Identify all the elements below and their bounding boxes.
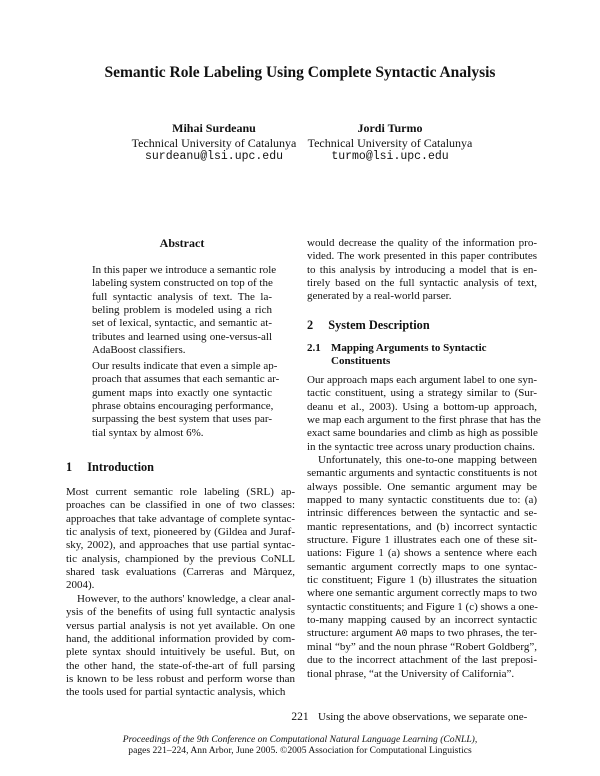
subsection-title-line-1: Mapping Arguments to Syntactic [331,342,487,354]
text-line: in the syntactic tree across unary production chains. [307,440,535,453]
abstract-paragraph-1 [92,264,277,357]
text-line: due to the incorrect attachment of the last preposi- [307,654,537,667]
author-email: turmo@lsi.upc.edu [331,150,449,163]
system-paragraph-2 [307,454,537,681]
text-line: beling problem is modeled using a rich [92,304,272,317]
section-heading-introduction [66,460,154,475]
author-affiliation: Technical University of Catalunya [307,135,473,150]
text-line: syntactic constituents; and Figure 1 (c) shows a one- [307,600,538,613]
text-line: phrase obtains encouraging performance, [92,400,274,413]
intro-paragraph-2-continued [307,237,537,304]
paper-title: Semantic Role Labeling Using Complete Syntactic Analysis [104,64,496,81]
text-line: is known to be less robust and perform worse than [66,673,295,686]
text-line: tial syntax by almost 6%. [92,426,204,439]
text-line: tional phrase, “at the University of California”. [307,667,515,680]
section-heading-system-description [307,318,430,333]
text-line: tic constituent; Figure 1 (b) illustrates the situation [307,574,537,587]
text-line: structure. Figure 1 illustrates each one of these sit- [307,534,537,547]
text-line: to this analysis by introducing a model that is en- [307,263,537,276]
text-line: deanu et al., 2003). Using a bottom-up approach, [307,400,537,413]
text-line: surpassing the best system that uses par- [92,413,272,426]
text-line: labeling system constructed on top of the [92,277,273,290]
text-line: generated by a real-world parser. [307,290,452,303]
text-line: vided. The work presented in this paper contributes [307,250,537,263]
argument-label: A0 [395,629,408,641]
text-line: we map each argument to the first phrase that has the [307,414,541,427]
subsection-heading [307,342,487,369]
text-line: proach that assumes that each semantic ar- [92,373,280,386]
text-line: tic analysis of text, pioneered by (Gildea and Juraf- [66,526,295,539]
text-line: ysis of the benefits of using full syntactic analysis [66,606,295,619]
text-line: mantic representations, and (b) incorrect syntactic [307,520,537,533]
text-line: the other hand, the state-of-the-art of full parsing [66,659,295,672]
footer-line-2: pages 221–224, Ann Arbor, June 2005. ©2005 Association for Computational Linguistics [128,745,472,756]
footer-line-1: Proceedings of the 9th Conference on Computational Natural Language Learning (CoNLL), [122,734,478,745]
text-line: sky, 2002), and approaches that use partial syntac- [66,539,295,552]
author-email: surdeanu@lsi.upc.edu [144,150,284,163]
section-title: System Description [328,318,430,332]
subsection-title-line-2: Constituents [331,355,391,368]
text-line: always possible. One semantic argument may be [307,480,537,493]
subsection-number: 2.1 [307,342,321,354]
author-block-2 [280,121,500,165]
intro-paragraph-1 [66,486,295,593]
intro-paragraph-2 [66,593,295,700]
text-line: versus partial analysis is not yet available. On one [66,619,295,632]
text-line: Using the above observations, we separate one- [318,711,528,723]
text-line: shared task evaluations (Carreras and Màrquez, [66,566,295,579]
text-line: Unfortunately, this one-to-one mapping between [318,454,537,466]
text-line: minal “by” and the noun phrase “Robert Goldberg”, [307,640,537,653]
text-line: However, to the authors' knowledge, a clear anal- [77,593,295,605]
abstract-heading: Abstract [159,236,205,250]
text-line: intrinsic differences between the syntactic and se- [307,507,537,520]
section-title: Introduction [87,460,154,474]
text-line: hand, the additional information provided by com- [66,633,295,646]
text-line: set of lexical, syntactic, and semantic at- [92,317,272,330]
text-line: proaches can be classified in one of two classes: [66,499,295,512]
text-line: mapped to many syntactic constituents due to: (a) [307,494,537,507]
page-number: 221 [291,711,309,723]
abstract-paragraph-2 [92,360,280,440]
text-line: AdaBoost classifiers. [92,344,186,357]
text-line: approaches that take advantage of complete syntac- [66,512,295,525]
text-line: full syntactic analysis of text. The la- [92,290,272,303]
text-line: In this paper we introduce a semantic role [92,264,277,276]
text-line: uations: Figure 1 (a) shows a sentence where each [307,547,537,560]
text-line: would decrease the quality of the information pro- [307,237,537,249]
text-line: to-many mapping caused by an incorrect syntactic [307,614,537,627]
text-line: Our results indicate that even a simple ap- [92,360,278,372]
text-line: plete syntax should intuitively be useful. But, on [66,646,295,659]
text-line: 2004). [66,579,95,592]
text-line: exact same boundaries and climb as high as possible [307,427,538,440]
text-line: Most current semantic role labeling (SRL) ap- [66,486,295,498]
section-number: 2 [307,318,314,332]
section-number: 1 [66,460,73,474]
text-line: semantic arguments and syntactic constituents is not [307,467,538,480]
text-line: tirely based on the full syntactic analysis of text, [307,277,537,290]
proceedings-footer [0,734,600,756]
text-line: where one semantic argument correctly maps to two [307,587,537,600]
text-line: tic analysis, championed by the previous CoNLL [66,552,295,565]
text-line: tactic constituent, using a strategy similar to (Sur- [307,387,537,400]
text-line: Our approach maps each argument label to one syn- [307,374,537,386]
author-name: Mihai Surdeanu [172,121,256,135]
text-line: the tools used for partial syntactic analysis, which [66,686,286,699]
text-line: tributes and learned using one-versus-all [92,330,272,343]
text-line: gument maps into exactly one syntactic [92,386,272,399]
text-line: structure: argument A0 maps to two phrases, the ter- [307,627,537,641]
author-affiliation: Technical University of Catalunya [131,135,297,150]
author-name: Jordi Turmo [357,121,423,135]
system-paragraph-1 [307,374,541,454]
text-line: semantic argument correctly maps to one syntac- [307,560,537,573]
